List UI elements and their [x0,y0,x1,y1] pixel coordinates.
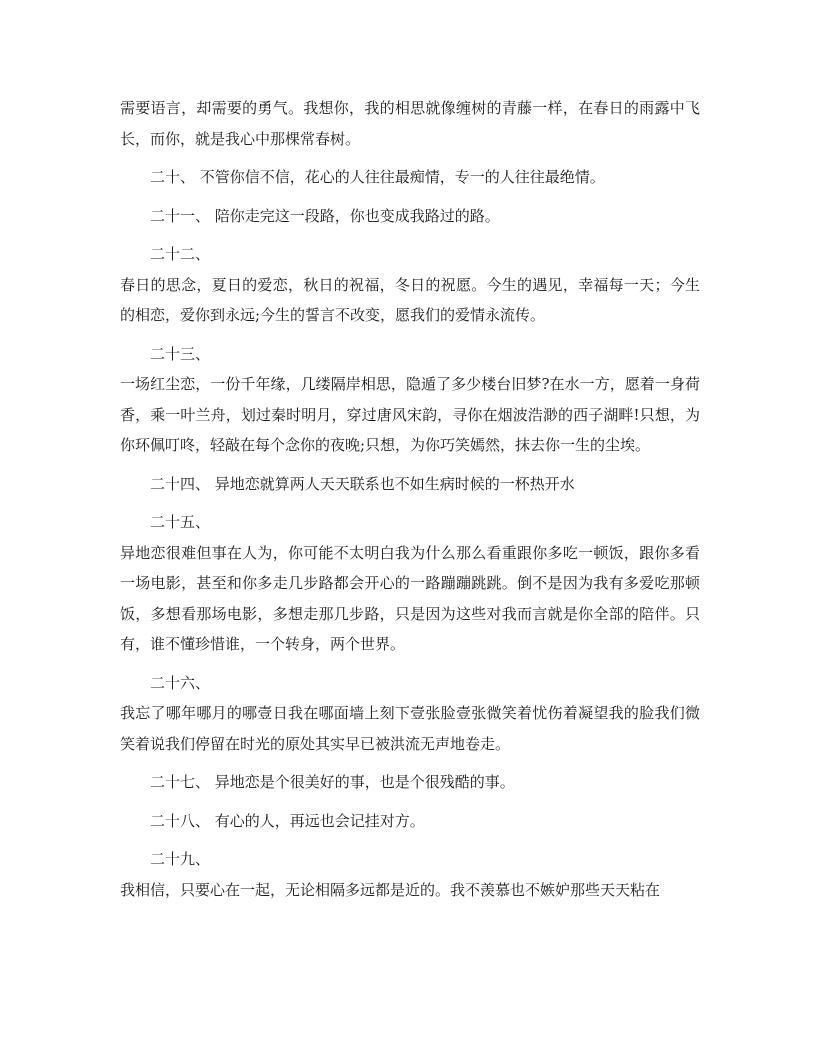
paragraph: 二十、 不管你信不信，花心的人往往最痴情，专一的人往往最绝情。 [150,168,605,186]
paragraph: 二十二、 [150,245,211,263]
paragraph: 二十三、 [150,344,211,363]
paragraph: 二十一、 陪你走完这一段路，你也变成我路过的路。 [150,206,500,225]
paragraph: 春日的思念，夏日的爱恋，秋日的祝福，冬日的祝愿。今生的遇见，幸福每一天；今生的相恋，爱你到永远;今生的誓言不改变，愿我们的爱情永流传。 [120,275,700,324]
paragraph: 二十九、 [150,850,211,868]
paragraph: 我忘了哪年哪月的哪壹日我在哪面墙上刻下壹张脸壹张微笑着忧伤着凝望我的脸我们微笑着说我们停留在时光的原处其实早已被洪流无声地卷走。 [120,704,700,753]
paragraph: 二十八、 有心的人，再远也会记挂对方。 [150,811,425,830]
paragraph: 二十五、 [150,513,211,531]
paragraph: 异地恋很难但事在人为，你可能不太明白我为什么那么看重跟你多吃一顿饭，跟你多看一场电影，甚至和你多走几步路都会开心的一路蹦蹦跳跳。倒不是因为我有多爱吃那顿饭，多想看那场电影，多想走那几步路，只是因为这些对我而言就是你全部的陪伴。只有，谁不懂珍惜谁，一个转身，两个世界。 [120,543,700,653]
paragraph: 二十四、 异地恋就算两人天天联系也不如生病时候的一杯热开水 [150,474,575,493]
document-body [120,93,700,905]
paragraph: 我相信，只要心在一起，无论相隔多远都是近的。我不羡慕也不嫉妒那些天天粘在 [120,880,661,899]
paragraph: 二十七、 异地恋是个很美好的事，也是个很残酷的事。 [150,773,515,791]
paragraph: 一场红尘恋，一份千年缘，几缕隔岸相思，隐遁了多少楼台旧梦?在水一方，愿着一身荷香，乘一叶兰舟，划过秦时明月，穿过唐风宋韵，寻你在烟波浩渺的西子湖畔!只想，为你环佩叮咚，轻敲在每个念你的夜晚;只想，为你巧笑嫣然，抹去你一生的尘埃。 [120,375,700,454]
paragraph: 需要语言，却需要的勇气。我想你，我的相思就像缠树的青藤一样，在春日的雨露中飞长，而你，就是我心中那棵常春树。 [120,99,700,148]
paragraph: 二十六、 [150,673,211,692]
